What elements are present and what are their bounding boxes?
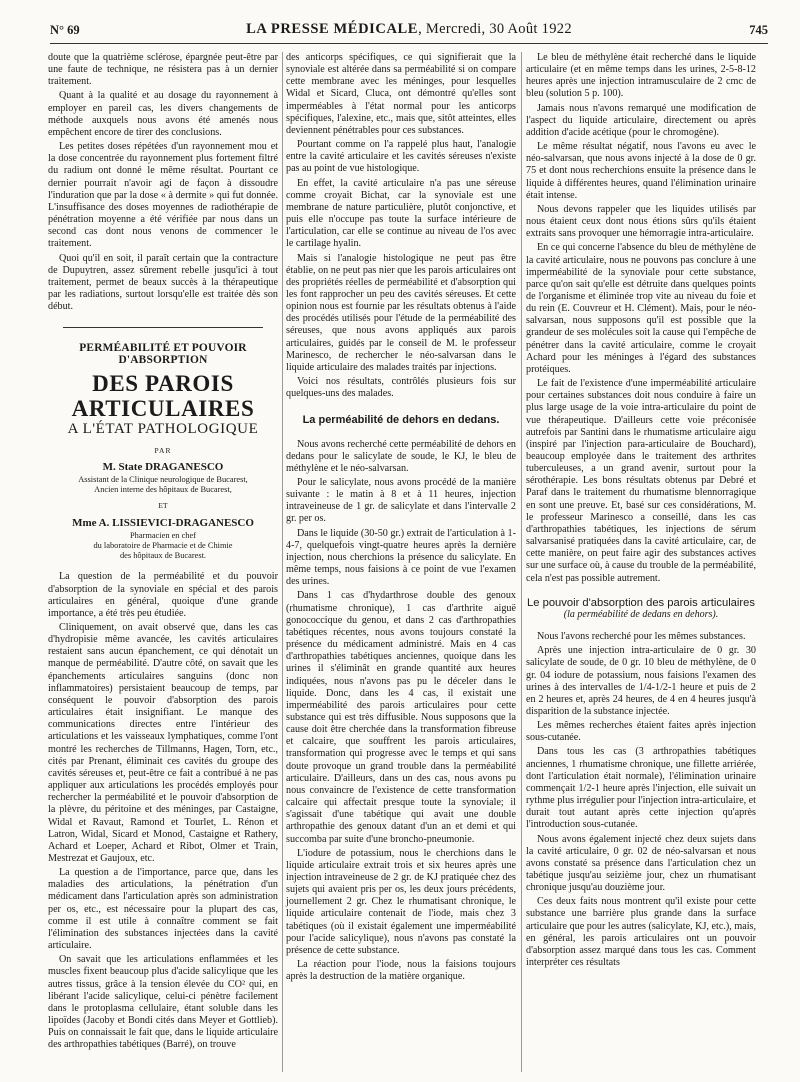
paragraph: Mais si l'analogie histologique ne peut pas être établie, on ne peut pas nier que les parois articulaires ont des propriétés réelles de perméabilité et d'absorption qui les font rapprocher un peu des cavités séreuses. Et cette opinion nous est fournie par les résultats obtenus à l'aide des procédés utilisés pour l'étude de la perméabilité des séreuses, que nous avons appliqués aux parois articulaires, guidés par le conseil de M. le professeur Marinesco, de rechercher le néo-salvarsan dans le liquide articulaire des malades traités par injections. — [286, 252, 516, 373]
paragraph: Dans 1 cas d'hydarthrose double des genoux (rhumatisme chronique), 1 cas d'arthrite aiguë gonococcique du genou, et dans 2 cas d'arthropathies tabétiques récentes, nous avons toujours constaté la présence du médicament administré. Mais en 4 cas d'arthropathies tabétiques anciennes, quoique dans les urines il s'éliminât en grande quantité aux heures indiquées, nous n'avons pas pu le déceler dans le liquide. Donc, dans les 4 cas, il existait une imperméabilité des parois articulaires pour cette substance qui est très diffusible. Nous supposons que la cause doit être cherchée dans la transformation fibreuse et calcaire, que souffrent les parois articulaires, transformation qui progresse avec le temps et qui sans doute provoque un grand trouble dans la perméabilité articulaire. D'ailleurs, dans un des cas, nous avons pu nous convaincre de l'existence de cette transformation calcaire qui affectait presque toute la synoviale; il s'agissait d'une tabétique qui avait une double arthropathie des genoux datant d'un an et demi et qui succomba par suite d'une broncho-pneumonie. — [286, 590, 516, 845]
author-affiliation: du laboratoire de Pharmacie et de Chimie — [93, 541, 233, 551]
author-affiliation: Ancien interne des hôpitaux de Bucarest, — [94, 485, 232, 495]
paragraph: Les mêmes recherches étaient faites après injection sous-cutanée. — [526, 720, 756, 744]
paragraph: Ces deux faits nous montrent qu'il existe pour cette substance une barrière plus grande dans la surface articulaire que pour les autres (salicylate, KJ, etc.), mais, en général, les parois articulaires ont un pouvoir d'absorption assez marqué dans tous les cas. Comment interpréter ces résultats — [526, 896, 756, 969]
author-affiliation: des hôpitaux de Bucarest. — [119, 551, 207, 561]
paragraph: Le bleu de méthylène était recherché dans le liquide articulaire (et en même temps dans les urines, 2-5-8-12 heures après une injection intramusculaire de 2 cmc de bleu (solution 5 p. 100). — [526, 52, 756, 100]
paragraph: Nous l'avons recherché pour les mêmes substances. — [537, 631, 746, 643]
paragraph: Quoi qu'il en soit, il paraît certain que la contracture de Dupuytren, assez sûrement rebelle jusqu'ici à tout traitement, permet de beaux succès à la thérapeutique par les radiations, surtout lorsqu'elle est traitée dès son début. — [48, 252, 278, 313]
running-title — [50, 21, 768, 38]
paragraph: Les petites doses répétées d'un rayonnement mou et la dose concentrée du rayonnement plus fortement filtré du radium ont donné le même résultat. Pourtant ce dernier pourrait n'avoir agi de façon à dissoudre l'induration que par la dose « à dermite » qui fut donnée. L'insuffisance des doses moyennes de radiothérapie de pénétration moyenne a été vérifiée par nous dans un second cas dont nous venons de commencer le traitement. — [48, 141, 278, 250]
paragraph: Jamais nous n'avons remarqué une modification de l'aspect du liquide articulaire, directement ou après addition d'acide acétique (pour le chromogène). — [526, 102, 756, 138]
author-affiliation: Assistant de la Clinique neurologique de Bucarest, — [78, 475, 248, 485]
paragraph: Voici nos résultats, contrôlés plusieurs fois sur quelques-uns des malades. — [286, 376, 516, 400]
byline-et: ET — [158, 501, 168, 511]
column-left — [48, 52, 278, 1053]
paragraph: Dans tous les cas (3 arthropathies tabétiques anciennes, 1 rhumatisme chronique, une fillette arriérée, dont l'articulation était normale), l'élimination urinaire commençait 1/2-1 heure après l'injection, elle suivait un rythme plus irrégulier pour l'injection intra-articulaire, et durait tout autant après cette injection qu'après l'introduction sous-cutanée. — [526, 746, 756, 831]
article-title: DES PAROIS ARTICULAIRES — [71, 370, 255, 421]
page-header — [50, 20, 768, 42]
article-kicker: PERMÉABILITÉ ET POUVOIR D'ABSORPTION — [79, 342, 247, 367]
paragraph: Le fait de l'existence d'une imperméabilité articulaire pour certaines substances doit nous conduire à faire un plus large usage de la voie intra-articulaire du point de vue thérapeutique. D'ailleurs cette voie préconisée autrefois par Santini dans le rhumatisme articulaire aigu (inspiré par l'injection para-articulaire de Bouchard), beaucoup employée dans le traitement des arthrites tuberculeuses, a un grand avenir, surtout pour la sérothérapie. Les bons résultats obtenus par Debré et Paraf dans le traitement du rhumatisme blennorragique en sont une preuve. Et, basé sur ces considérations, M. le professeur Marinesco a conseillé, dans les cas d'arthropathies tabétiques, les injections de sérum salvarsanisé pratiquées dans la cavité articulaire, car, de cette manière, on peut faire agir des substances actives sur une surface où, à cause du trouble de la perméabilité, cela n'est pas possible autrement. — [526, 378, 756, 584]
header-rule — [50, 43, 768, 44]
paragraph: Cliniquement, on avait observé que, dans les cas d'hydropisie même avancée, les cavités articulaires restaient sans aucun épanchement, ce qui dénotait un manque de perméabilité. D'autre côté, on savait que les épanchements articulaires sanguins (donc non inflammatoires) persistaient beaucoup de temps, par conséquent le pouvoir d'absorption des parois articulaires était insignifiant. Le manque des communications directes entre l'intérieur des articulations et les vaisseaux lymphatiques, comme l'ont montré les recherches de Tillmanns, Hagen, Torn, etc., cités par Prenant, éliminait ces cavités du groupe des cavités séreuses et, peut-être ce fait a contribué à ne pas appliquer aux articulations les procédés employés pour rechercher la perméabilité et le pouvoir d'absorption de la plèvre, du péritoine et des méninges, par Castaigne, Widal et Ravaut, Ramond et Tourlet, L. Rénon et Latron, Widal, Sicard et Monod, Castaigne et Rathery, Achard et Loeper, Achard et Ribot, Olmer et Train, Mestrezat et Gaujoux, etc. — [48, 622, 278, 864]
column-middle — [286, 52, 516, 985]
paragraph: des anticorps spécifiques, ce qui signifierait que la synoviale est altérée dans sa perméabilité si on compare cette membrane avec les méninges, pour lesquelles Widal et Sicard, Cluca, ont démontré qu'elles sont imperméables à l'état normal pour les anticorps spécifiques, l'alexine, etc., mais que, sitôt atteintes, elles deviennent pénétrables pour ces substances. — [286, 52, 516, 136]
journal-name: LA PRESSE MÉDICALE — [246, 21, 419, 37]
paragraph: Le même résultat négatif, nous l'avons eu avec le néo-salvarsan, que nous avons injecté à la dose de 0 gr. 75 et dont nous recherchions ensuite la présence dans le liquide à différentes heures, quand l'élimination urinaire était intense. — [526, 141, 756, 201]
section-heading: La perméabilité de dehors en dedans. — [302, 414, 500, 427]
column-right — [526, 52, 756, 971]
section-subheading: (la perméabilité de dedans en dehors). — [563, 608, 719, 620]
author-name: M. State DRAGANESCO — [102, 460, 224, 473]
paragraph: On savait que les articulations enflammées et les muscles fixent beaucoup plus d'acide salicylique que les autres tissus, grâce à la tension élevée du CO² qui, en libérant l'acide salicylique, celui-ci pénètre facilement dans le protoplasma cellulaire, étant soluble dans les lipoïdes (Jacoby et Bondi cités dans Meyer et Gottlieb). Puis on connaissait le fait que, dans le liquide articulaire des arthropathies tabétiques (Barré), on trouve — [48, 954, 278, 1051]
issue-number: N° 69 — [50, 23, 80, 37]
article-separator — [63, 327, 263, 328]
paragraph: doute que la quatrième sclérose, épargnée peut-être par une faute de technique, ne résistera pas à un dernier traitement. — [48, 52, 278, 88]
paragraph: Nous avons également injecté chez deux sujets dans la cavité articulaire, 0 gr. 02 de néo-salvarsan et nous avons constaté sa présence dans l'articulation chez un tabétique jusqu'au seizième jour, chez un rhumatisant chronique jusqu'au douzième jour. — [526, 833, 756, 894]
paragraph: Dans le liquide (30-50 gr.) extrait de l'articulation à 1-4-7, quelquefois vingt-quatre heures après la dernière injection, nous cherchions la présence du salicylate. En même temps, nous faisions à ce point de vue l'examen des urines. — [286, 527, 516, 588]
column-divider — [282, 52, 283, 1072]
paragraph: Après une injection intra-articulaire de 0 gr. 30 salicylate de soude, de 0 gr. 10 bleu de méthylène, de 0 gr. 04 iodure de potassium, nous faisions l'examen des urines à des intervalles de 1/4-1/2-1 heure et puis de 2 en 2 heures et, après 24 heures, de 4 en 4 heures jusqu'à disparition de la substance injectée. — [526, 645, 756, 717]
byline-par: PAR — [154, 445, 172, 455]
paragraph: Quant à la qualité et au dosage du rayonnement à employer en pareil cas, les divers changements de méthode auxquels nous avons été amenés nous empêchent encore de tirer des conclusions. — [48, 90, 278, 138]
column-divider — [521, 52, 522, 1072]
author-name: Mme A. LISSIEVICI-DRAGANESCO — [72, 517, 254, 530]
paragraph: En ce qui concerne l'absence du bleu de méthylène de la cavité articulaire, nous ne pouvons pas conclure à une imperméabilité de la synoviale pour cette substance, parce qu'on sait qu'elle est détruite dans quelques points de l'organisme et éliminée trop vite au niveau du foie et du rein (E. Couvreur et H. Clément). Mais, pour le néo-salvarsan, nous supposons qu'il est possible que la grandeur de ses molécules soit la cause qui l'empêche de pénétrer dans la cavité articulaire, comme le croyait Achard pour les méninges à l'égard des substances protéiques. — [526, 242, 756, 375]
article-subtitle: A L'ÉTAT PATHOLOGIQUE — [67, 420, 259, 437]
paragraph: Nous avons recherché cette perméabilité de dehors en dedans pour le salicylate de soude, le KJ, le bleu de méthylène et le néo-salvarsan. — [286, 438, 516, 474]
paragraph: En effet, la cavité articulaire n'a pas une séreuse comme croyait Bichat, car la synoviale est une membrane de nature particulière, plutôt conjonctive, et puis elle n'occupe pas toute la surface intérieure de l'articulation, car elle se continue au niveau de l'os avec le cartilage hyalin. — [286, 177, 516, 250]
paragraph: La question a de l'importance, parce que, dans les maladies des articulations, la pénétration d'un médicament dans l'articulation après son administration per os, etc., est nécessaire pour la plupart des cas, comme il est utile à connaître comment se fait l'élimination des substances injectées dans la cavité articulaire. — [48, 867, 278, 952]
paragraph: La question de la perméabilité et du pouvoir d'absorption de la synoviale en spécial et des parois articulaires en général, quoique d'une grande importance, a été très peu étudiée. — [48, 571, 278, 619]
page-number: 745 — [749, 23, 768, 37]
author-affiliation: Pharmacien en chef — [129, 531, 197, 541]
paragraph: L'iodure de potassium, nous le cherchions dans le liquide articulaire extrait trois et six heures après une injection intraveineuse de 2 gr. de KJ pratiquée chez des sujets qui avaient pris per os, les deux jours précédents, journellement 2 gr. Chez le rhumatisant chronique, le liquide articulaire contenait de l'iode, mais chez 3 tabétiques (où il existait également une imperméabilité pour l'acide salicylique), nous n'avons pas constaté la présence de cette substance. — [286, 847, 516, 956]
paragraph: Pour le salicylate, nous avons procédé de la manière suivante : le matin à 8 et à 11 heures, injection intraveineuse de 1 gr. de salicylate et dans l'intervalle 2 gr. per os. — [286, 477, 516, 525]
section-heading: Le pouvoir d'absorption des parois articulaires — [527, 596, 755, 609]
paragraph: Nous devons rappeler que les liquides utilisés par nous étaient ceux dont nous étions sûrs qu'ils étaient extraits sans provoquer une hémorragie intra-articulaire. — [526, 203, 756, 240]
paragraph: La réaction pour l'iode, nous la faisions toujours après la destruction de la matière organique. — [286, 959, 516, 983]
paragraph: Pourtant comme on l'a rappelé plus haut, l'analogie entre la cavité articulaire et les cavités séreuses n'existe pas au point de vue histologique. — [286, 139, 516, 175]
issue-date: , Mercredi, 30 Août 1922 — [418, 21, 572, 37]
